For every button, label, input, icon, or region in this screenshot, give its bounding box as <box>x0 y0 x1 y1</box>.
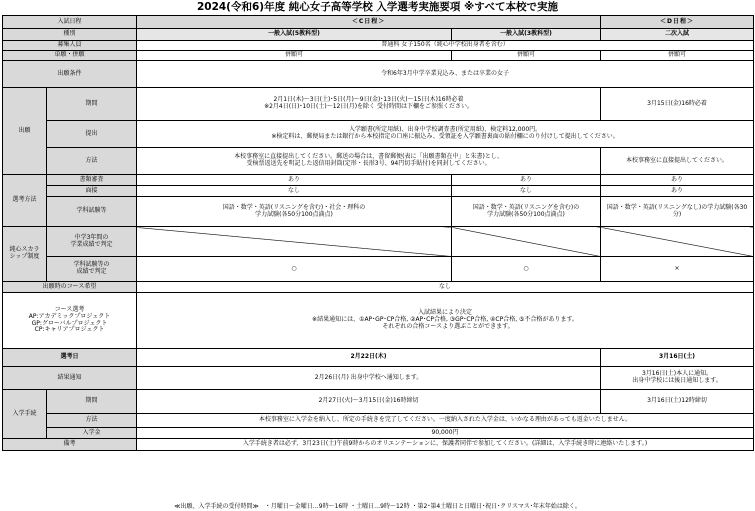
table-row <box>3 51 754 61</box>
table-row <box>3 414 754 428</box>
docs-d: あり <box>601 175 754 186</box>
enroll-period-c: 2月27日(火)～3月15日(金)16時締切 <box>137 390 601 414</box>
result-c: 2月26日(月) 出身中学校へ通知します。 <box>137 367 601 390</box>
method-label: 方法 <box>47 148 137 175</box>
remarks-value: 入学手続き者は必ず、3月23日(土)午前9時からのオリエンテーションに、保護者同伴で参加してください。(詳細は、入学手続き時に連絡いたします。) <box>137 439 754 451</box>
selection-label: 選考方法 <box>3 175 47 227</box>
d-second-header: 二次入試 <box>601 29 754 41</box>
course-wish-label: 出願時のコース希望 <box>3 282 137 293</box>
table-row <box>3 197 754 227</box>
eligibility-label: 出願条件 <box>3 61 137 88</box>
academic-line: 学力試験(各50分100点満点) <box>487 210 565 218</box>
enroll-period-d: 3月16日(土)12時締切 <box>601 390 754 414</box>
table-row <box>3 227 754 257</box>
grade3-line: 中学3年間の <box>74 233 109 241</box>
exam-score-line: 学科試験等の <box>73 261 110 269</box>
single-label: 単願・併願 <box>3 51 137 61</box>
reception-hours-note: ≪出願、入学手続の受付時間≫ ・月曜日～金曜日…9時～16時 ・土曜日…9時～12時 ・第2･第4土曜日と日曜日･祝日･クリスマス･年末年始は除く。 <box>174 503 581 510</box>
result-d <box>601 367 754 390</box>
academic-line: 学力試験(各50分100点満点) <box>255 210 333 218</box>
period-note: ※2月4日(日)･10日(土)～12日(月)を除く 受付時間は下欄をご参照ください。 <box>264 103 473 110</box>
table-row <box>3 257 754 282</box>
course-line: ※結果通知には、①AP･GP･CP合格, ②AP･CP合格, ③GP･CP合格, ④CP合格, ⑤不合格があります。 <box>312 316 578 324</box>
diagonal-cell <box>452 227 601 257</box>
fee-value: 90,000円 <box>137 428 754 439</box>
period-line: 2月1日(木)～3日(土)･5日(月)～9日(金)･13日(火)～15日(木)16時必着 <box>273 96 464 104</box>
table-row <box>3 439 754 451</box>
interview-label: 面接 <box>47 186 137 197</box>
docs-c3: あり <box>452 175 601 186</box>
application-period-d: 3月15日(金)16時必着 <box>601 88 754 121</box>
interview-c5: なし <box>137 186 452 197</box>
exam-score-label <box>47 257 137 282</box>
course-line: 入試結果により決定 <box>418 309 473 317</box>
d-day-header: ＜D日程＞ <box>601 16 754 29</box>
academic-line: 国語・数学・英語(リスニングを含む)の <box>472 203 580 211</box>
diagonal-cell <box>137 227 452 257</box>
course-label-line: GP:グローバルプロジェクト <box>31 319 108 327</box>
grade3-label <box>47 227 137 257</box>
course-label <box>3 293 137 349</box>
scholarship-c5-mark: ○ <box>137 257 452 282</box>
enroll-method-label: 方法 <box>47 414 137 428</box>
c-three-subject-header: 一般入試(3教科型) <box>452 29 601 41</box>
submit-note: ※検定料は、郵便局または銀行から本校指定の口座に振込み、受領証を入学願書裏面の貼付欄にのり付けして提出してください。 <box>271 133 619 140</box>
c-day-header: ＜C日程＞ <box>137 16 601 29</box>
result-line: 3月16日(土)本人に通知。 <box>641 370 713 378</box>
remarks-label: 備考 <box>3 439 137 451</box>
c-five-subject-header: 一般入試(5教科型) <box>137 29 452 41</box>
single-d: 併願可 <box>601 51 754 61</box>
course-wish-value: なし <box>137 282 754 293</box>
course-label-line: CP:キャリアプロジェクト <box>34 326 105 334</box>
table-row <box>3 41 754 51</box>
course-label-line: コース選考 <box>54 306 85 314</box>
table-row <box>3 16 754 29</box>
enroll-label: 入学手続 <box>3 390 47 439</box>
exam-date-label: 選考日 <box>3 349 137 367</box>
scholarship-label <box>3 227 47 282</box>
method-c <box>137 148 601 175</box>
exam-date-d: 3月16日(土) <box>601 349 754 367</box>
table-row <box>3 175 754 186</box>
exam-date-c: 2月22日(木) <box>137 349 601 367</box>
table-row <box>3 121 754 148</box>
exam-day-label: 入試日程 <box>3 16 137 29</box>
page-title: 2024(令和6)年度 純心女子高等学校 入学選考実施要項 ※すべて本校で実施 <box>196 1 559 13</box>
scholarship-c3-mark: ○ <box>452 257 601 282</box>
enroll-method-value: 本校事務室に入学金を納入し、所定の手続きを完了してください。一度納入された入学金は、いかなる理由があっても返金いたしません。 <box>137 414 754 428</box>
table-row <box>3 148 754 175</box>
eligibility-value: 令和6年3月中学卒業見込み、または卒業の女子 <box>137 61 754 88</box>
academic-d: 国語・数学・英語(リスニングなし)の学力試験(各30分) <box>601 197 754 227</box>
method-line: 本校事務室に直接提出してください。郵送の場合は、書留郵便(表に「出願書類在中」と朱書)とし、 <box>234 153 503 161</box>
table-row <box>3 61 754 88</box>
scholarship-label-line: 純心スカラ <box>9 246 40 254</box>
table-row <box>3 186 754 197</box>
docs-label: 書類審査 <box>47 175 137 186</box>
application-period-c <box>137 88 601 121</box>
method-line: 受検票返送先を明記した返信用封筒(定形・長形3号、94円切手貼付)を同封してください。 <box>246 160 491 167</box>
academic-c3 <box>452 197 601 227</box>
recruit-label: 募集人員 <box>3 41 137 51</box>
grade3-line: 学業成績で判定 <box>70 240 113 248</box>
exam-score-line: 成績で判定 <box>76 268 107 275</box>
scholarship-label-line: シップ制度 <box>9 253 40 260</box>
recruit-value: 普通科 女子150名（純心中学校出身者を含む） <box>137 41 754 51</box>
submit-label: 提出 <box>47 121 137 148</box>
result-line: 出身中学校には後日通知します。 <box>632 377 722 384</box>
result-label: 結果通知 <box>3 367 137 390</box>
admission-table <box>2 15 754 451</box>
academic-line: 国語・数学・英語(リスニングを含む)・社会・理科の <box>222 203 366 211</box>
application-label: 出願 <box>3 88 47 175</box>
diagonal-cell <box>601 227 754 257</box>
interview-d: あり <box>601 186 754 197</box>
table-row <box>3 367 754 390</box>
submit-value <box>137 121 754 148</box>
scholarship-d-mark: × <box>601 257 754 282</box>
application-period-label: 期間 <box>47 88 137 121</box>
interview-c3: なし <box>452 186 601 197</box>
table-row <box>3 88 754 121</box>
method-d: 本校事務室に直接提出してください。 <box>601 148 754 175</box>
academic-c5 <box>137 197 452 227</box>
course-label-line: AP:アカデミックプロジェクト <box>28 312 111 320</box>
fee-label: 入学金 <box>47 428 137 439</box>
category-label: 種別 <box>3 29 137 41</box>
single-c3: 併願可 <box>452 51 601 61</box>
submit-line: 入学願書(所定用紙)、出身中学校調査書(所定用紙)、検定料12,000円。 <box>348 126 542 134</box>
docs-c5: あり <box>137 175 452 186</box>
table-row <box>3 29 754 41</box>
table-row <box>3 428 754 439</box>
table-row <box>3 390 754 414</box>
enroll-period-label: 期間 <box>47 390 137 414</box>
single-c5: 併願可 <box>137 51 452 61</box>
table-row <box>3 282 754 293</box>
table-row <box>3 349 754 367</box>
course-line: それぞれの合格コースより選ぶことができます。 <box>382 322 514 330</box>
academic-label: 学科試験等 <box>47 197 137 227</box>
table-row <box>3 293 754 349</box>
course-value <box>137 293 754 349</box>
